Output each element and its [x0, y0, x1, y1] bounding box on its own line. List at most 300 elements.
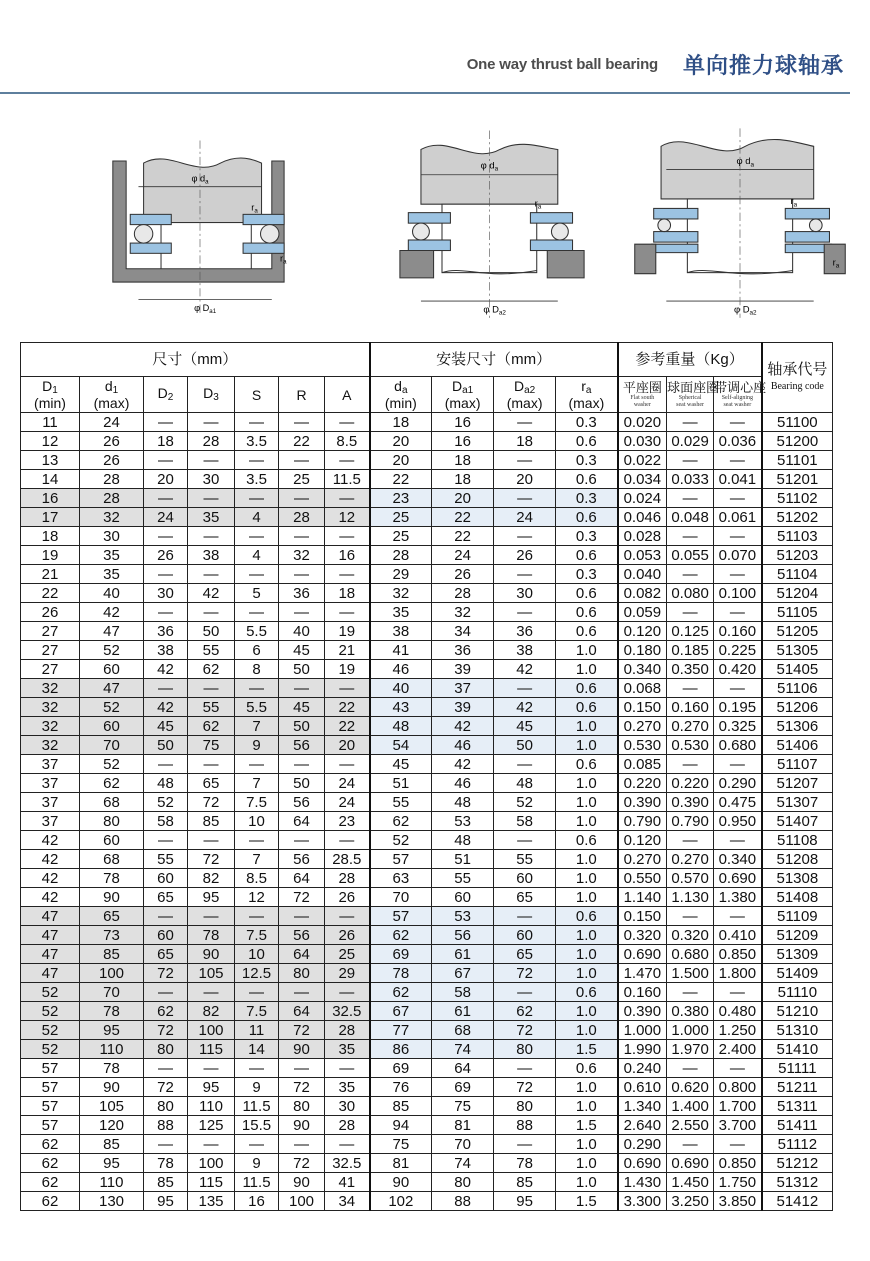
table-cell: 51 [370, 774, 432, 793]
table-row [21, 774, 833, 793]
table-cell: — [714, 451, 762, 470]
table-cell: 130 [80, 1192, 144, 1211]
table-cell: 1.0 [556, 660, 618, 679]
table-cell: 1.0 [556, 888, 618, 907]
table-cell: 35 [325, 1040, 370, 1059]
table-cell: 0.053 [618, 546, 667, 565]
table-cell: 30 [494, 584, 556, 603]
table-cell: 26 [80, 432, 144, 451]
table-cell: 55 [494, 850, 556, 869]
table-cell: — [714, 679, 762, 698]
page-header [0, 0, 850, 95]
table-cell: — [667, 1135, 714, 1154]
table-cell: 51101 [762, 451, 833, 470]
table-cell: 36 [432, 641, 494, 660]
table-cell: 3.700 [714, 1116, 762, 1135]
table-cell: 47 [21, 926, 80, 945]
table-cell: 0.790 [667, 812, 714, 831]
table-cell: 0.420 [714, 660, 762, 679]
table-cell: 60 [80, 717, 144, 736]
table-cell: 0.340 [714, 850, 762, 869]
table-cell: 24 [80, 413, 144, 432]
table-cell: 1.0 [556, 1173, 618, 1192]
table-cell: — [144, 1135, 188, 1154]
table-cell: 61 [432, 945, 494, 964]
table-cell: 51107 [762, 755, 833, 774]
table-cell: 0.530 [667, 736, 714, 755]
table-cell: 51206 [762, 698, 833, 717]
table-cell: 40 [279, 622, 325, 641]
table-cell: 95 [80, 1154, 144, 1173]
table-cell: — [279, 489, 325, 508]
table-cell: 0.100 [714, 584, 762, 603]
table-row [21, 869, 833, 888]
table-cell: 115 [188, 1173, 235, 1192]
table-cell: 22 [325, 698, 370, 717]
table-cell: 11.5 [235, 1173, 279, 1192]
table-row [21, 812, 833, 831]
table-cell: — [325, 831, 370, 850]
table-cell: 21 [325, 641, 370, 660]
table-cell: 60 [494, 869, 556, 888]
table-cell: 28 [370, 546, 432, 565]
table-cell: 19 [325, 660, 370, 679]
table-cell: 51111 [762, 1059, 833, 1078]
table-cell: 1.400 [667, 1097, 714, 1116]
table-cell: 13 [21, 451, 80, 470]
table-cell: 52 [494, 793, 556, 812]
table-cell: 51204 [762, 584, 833, 603]
table-cell: — [494, 755, 556, 774]
table-cell: 36 [279, 584, 325, 603]
table-cell: 0.185 [667, 641, 714, 660]
table-cell: 0.690 [618, 945, 667, 964]
table-cell: 48 [370, 717, 432, 736]
table-cell: 0.6 [556, 508, 618, 527]
table-cell: 95 [80, 1021, 144, 1040]
table-cell: 78 [80, 869, 144, 888]
table-row [21, 432, 833, 451]
table-cell: — [325, 565, 370, 584]
table-cell: — [144, 679, 188, 698]
table-cell: 52 [144, 793, 188, 812]
table-cell: 40 [80, 584, 144, 603]
table-cell: 1.5 [556, 1192, 618, 1211]
table-row [21, 413, 833, 432]
table-cell: 1.5 [556, 1040, 618, 1059]
table-cell: 0.024 [618, 489, 667, 508]
table-cell: 0.270 [667, 717, 714, 736]
table-cell: — [325, 489, 370, 508]
table-cell: — [235, 831, 279, 850]
table-cell: 0.120 [618, 622, 667, 641]
table-cell: 36 [144, 622, 188, 641]
table-cell: 29 [370, 565, 432, 584]
table-cell: 63 [370, 869, 432, 888]
table-cell: 80 [494, 1097, 556, 1116]
table-cell: 65 [188, 774, 235, 793]
table-cell: 0.290 [618, 1135, 667, 1154]
table-cell: 45 [279, 698, 325, 717]
table-cell: — [188, 983, 235, 1002]
table-cell: — [325, 679, 370, 698]
table-cell: 86 [370, 1040, 432, 1059]
table-cell: — [667, 1059, 714, 1078]
table-cell: 48 [432, 831, 494, 850]
col-Da2: $D_{a2}$ (max) [494, 377, 556, 413]
table-cell: — [714, 565, 762, 584]
table-cell: 61 [432, 1002, 494, 1021]
table-cell: 72 [144, 1021, 188, 1040]
table-cell: 48 [432, 793, 494, 812]
table-cell: 0.3 [556, 565, 618, 584]
table-cell: 12 [325, 508, 370, 527]
table-cell: 2.400 [714, 1040, 762, 1059]
table-cell: 28 [325, 869, 370, 888]
header-mounting: 安装尺寸（mm） [370, 343, 618, 377]
table-cell: 32 [21, 698, 80, 717]
table-cell: 8.5 [235, 869, 279, 888]
table-cell: 78 [80, 1002, 144, 1021]
table-cell: 9 [235, 1154, 279, 1173]
table-cell: 51112 [762, 1135, 833, 1154]
table-cell: 0.125 [667, 622, 714, 641]
table-cell: — [325, 1135, 370, 1154]
table-cell: — [188, 679, 235, 698]
table-cell: 7.5 [235, 926, 279, 945]
table-cell: 82 [188, 1002, 235, 1021]
table-cell: 50 [279, 660, 325, 679]
table-cell: 20 [325, 736, 370, 755]
table-cell: 22 [432, 527, 494, 546]
table-cell: 0.270 [618, 717, 667, 736]
table-cell: — [494, 1059, 556, 1078]
table-cell: 0.3 [556, 451, 618, 470]
table-cell: — [714, 831, 762, 850]
table-cell: 27 [21, 641, 80, 660]
table-cell: — [279, 907, 325, 926]
table-cell: 45 [144, 717, 188, 736]
table-cell: 0.150 [618, 698, 667, 717]
table-cell: 51103 [762, 527, 833, 546]
table-cell: 56 [279, 793, 325, 812]
table-cell: 69 [370, 945, 432, 964]
title-english: One way thrust ball bearing [466, 56, 658, 73]
table-cell: 47 [80, 679, 144, 698]
table-cell: 8 [235, 660, 279, 679]
table-cell: 1.0 [556, 736, 618, 755]
table-row [21, 926, 833, 945]
table-cell: 70 [80, 736, 144, 755]
table-cell: 16 [325, 546, 370, 565]
table-cell: — [714, 755, 762, 774]
table-row [21, 603, 833, 622]
table-cell: — [714, 1059, 762, 1078]
table-cell: 115 [188, 1040, 235, 1059]
table-cell: — [714, 527, 762, 546]
table-cell: 51201 [762, 470, 833, 489]
table-cell: 1.380 [714, 888, 762, 907]
table-cell: 5 [235, 584, 279, 603]
table-cell: 1.0 [556, 1021, 618, 1040]
table-cell: 42 [21, 831, 80, 850]
table-cell: 35 [80, 546, 144, 565]
table-cell: 1.450 [667, 1173, 714, 1192]
table-cell: 52 [370, 831, 432, 850]
table-cell: 55 [188, 698, 235, 717]
table-cell: — [667, 983, 714, 1002]
table-cell: 32.5 [325, 1002, 370, 1021]
table-cell: — [494, 679, 556, 698]
table-cell: 67 [370, 1002, 432, 1021]
table-cell: 0.390 [618, 1002, 667, 1021]
table-cell: — [144, 413, 188, 432]
table-cell: — [144, 527, 188, 546]
table-cell: 37 [21, 755, 80, 774]
table-cell: 1.470 [618, 964, 667, 983]
table-cell: 0.085 [618, 755, 667, 774]
table-cell: 1.0 [556, 1154, 618, 1173]
table-cell: 75 [432, 1097, 494, 1116]
table-cell: 70 [432, 1135, 494, 1154]
table-cell: 1.0 [556, 869, 618, 888]
header-rule [0, 92, 850, 94]
table-cell: 18 [325, 584, 370, 603]
table-cell: 17 [21, 508, 80, 527]
table-cell: 85 [494, 1173, 556, 1192]
table-cell: 27 [21, 622, 80, 641]
table-cell: — [188, 451, 235, 470]
table-cell: 22 [325, 717, 370, 736]
table-cell: 46 [432, 774, 494, 793]
table-row [21, 717, 833, 736]
table-cell: 25 [370, 527, 432, 546]
table-cell: 72 [494, 1078, 556, 1097]
table-cell: 23 [370, 489, 432, 508]
table-cell: 42 [144, 660, 188, 679]
table-cell: — [279, 983, 325, 1002]
table-cell: — [188, 1059, 235, 1078]
table-cell: 3.5 [235, 470, 279, 489]
table-cell: — [279, 1135, 325, 1154]
table-cell: 0.030 [618, 432, 667, 451]
table-body [21, 413, 833, 1211]
table-cell: 80 [494, 1040, 556, 1059]
table-cell: 8.5 [325, 432, 370, 451]
table-cell: 0.061 [714, 508, 762, 527]
table-cell: — [494, 527, 556, 546]
table-cell: 1.0 [556, 926, 618, 945]
table-cell: 16 [235, 1192, 279, 1211]
table-cell: 51305 [762, 641, 833, 660]
table-cell: 22 [279, 432, 325, 451]
table-cell: 102 [370, 1192, 432, 1211]
table-row [21, 1192, 833, 1211]
table-cell: — [235, 679, 279, 698]
table-cell: 0.950 [714, 812, 762, 831]
col-A: A [325, 377, 370, 413]
table-row [21, 983, 833, 1002]
table-cell: 19 [21, 546, 80, 565]
table-cell: — [144, 1059, 188, 1078]
table-cell: 51407 [762, 812, 833, 831]
table-row [21, 451, 833, 470]
table-cell: — [714, 1135, 762, 1154]
table-cell: 46 [432, 736, 494, 755]
table-cell: 51200 [762, 432, 833, 451]
table-cell: 1.5 [556, 1116, 618, 1135]
table-row [21, 1002, 833, 1021]
table-cell: 27 [21, 660, 80, 679]
table-cell: 1.800 [714, 964, 762, 983]
table-cell: 47 [21, 907, 80, 926]
label-phi-da: φ $d_a$ [191, 173, 209, 186]
table-cell: 51312 [762, 1173, 833, 1192]
table-cell: 0.068 [618, 679, 667, 698]
table-cell: — [235, 565, 279, 584]
table-cell: 51212 [762, 1154, 833, 1173]
table-cell: — [325, 755, 370, 774]
table-cell: 0.620 [667, 1078, 714, 1097]
table-cell: 100 [80, 964, 144, 983]
table-cell: — [279, 603, 325, 622]
table-cell: — [325, 413, 370, 432]
table-cell: 0.480 [714, 1002, 762, 1021]
table-cell: 80 [432, 1173, 494, 1192]
table-cell: — [494, 983, 556, 1002]
table-cell: 51208 [762, 850, 833, 869]
table-cell: 0.530 [618, 736, 667, 755]
table-cell: 42 [21, 888, 80, 907]
table-cell: 51307 [762, 793, 833, 812]
table-cell: 0.610 [618, 1078, 667, 1097]
table-cell: 0.475 [714, 793, 762, 812]
table-cell: — [667, 831, 714, 850]
table-cell: 0.290 [714, 774, 762, 793]
table-cell: 0.6 [556, 698, 618, 717]
table-cell: — [325, 983, 370, 1002]
table-cell: 51311 [762, 1097, 833, 1116]
table-cell: — [494, 1135, 556, 1154]
table-cell: 30 [325, 1097, 370, 1116]
table-cell: — [144, 907, 188, 926]
table-cell: 85 [80, 1135, 144, 1154]
table-cell: 70 [80, 983, 144, 1002]
label-phi-da: φ $d_a$ [736, 156, 755, 169]
table-cell: 41 [325, 1173, 370, 1192]
table-cell: 0.270 [667, 850, 714, 869]
table-cell: 0.390 [667, 793, 714, 812]
table-cell: 0.410 [714, 926, 762, 945]
table-cell: 62 [188, 717, 235, 736]
table-cell: 1.0 [556, 1078, 618, 1097]
table-cell: 75 [370, 1135, 432, 1154]
table-cell: 0.041 [714, 470, 762, 489]
table-cell: 43 [370, 698, 432, 717]
table-cell: 21 [21, 565, 80, 584]
table-cell: 0.6 [556, 470, 618, 489]
table-cell: 51306 [762, 717, 833, 736]
table-cell: 85 [80, 945, 144, 964]
table-cell: 22 [21, 584, 80, 603]
table-cell: 1.0 [556, 850, 618, 869]
table-cell: 0.080 [667, 584, 714, 603]
table-cell: — [188, 1135, 235, 1154]
col-ra: $r_a$ (max) [556, 377, 618, 413]
table-cell: 95 [144, 1192, 188, 1211]
table-cell: 20 [494, 470, 556, 489]
table-cell: 0.790 [618, 812, 667, 831]
table-cell: — [188, 831, 235, 850]
table-cell: 72 [279, 888, 325, 907]
table-cell: 7.5 [235, 1002, 279, 1021]
table-cell: — [235, 755, 279, 774]
table-cell: 18 [21, 527, 80, 546]
table-cell: 0.160 [618, 983, 667, 1002]
table-cell: 0.028 [618, 527, 667, 546]
table-cell: 85 [188, 812, 235, 831]
table-cell: 0.320 [667, 926, 714, 945]
table-cell: 70 [370, 888, 432, 907]
diagram-shaft-mounting [362, 120, 622, 320]
table-cell: — [667, 679, 714, 698]
table-cell: 0.3 [556, 413, 618, 432]
table-cell: 50 [188, 622, 235, 641]
table-cell: 60 [144, 926, 188, 945]
table-cell: — [667, 907, 714, 926]
table-cell: 78 [494, 1154, 556, 1173]
table-cell: — [279, 565, 325, 584]
table-cell: 26 [144, 546, 188, 565]
table-cell: 32 [21, 736, 80, 755]
table-cell: — [325, 527, 370, 546]
table-cell: 77 [370, 1021, 432, 1040]
table-cell: 68 [80, 793, 144, 812]
table-cell: 25 [279, 470, 325, 489]
table-cell: 56 [279, 926, 325, 945]
table-cell: 47 [80, 622, 144, 641]
table-cell: 1.0 [556, 1002, 618, 1021]
table-cell: — [325, 603, 370, 622]
table-cell: 51308 [762, 869, 833, 888]
table-cell: — [667, 755, 714, 774]
table-cell: — [235, 451, 279, 470]
table-cell: 55 [144, 850, 188, 869]
table-cell: 95 [188, 888, 235, 907]
table-cell: 14 [235, 1040, 279, 1059]
table-cell: 48 [494, 774, 556, 793]
table-cell: 24 [325, 793, 370, 812]
table-cell: 30 [80, 527, 144, 546]
table-cell: 0.570 [667, 869, 714, 888]
table-cell: — [188, 489, 235, 508]
table-cell: — [325, 1059, 370, 1078]
table-cell: — [667, 451, 714, 470]
table-cell: 0.070 [714, 546, 762, 565]
table-cell: 65 [494, 888, 556, 907]
diagram-housing-mounting [70, 120, 330, 320]
table-cell: 25 [370, 508, 432, 527]
table-row [21, 1059, 833, 1078]
table-cell: 51109 [762, 907, 833, 926]
table-cell: 1.250 [714, 1021, 762, 1040]
label-ra-top: $r_a$ [534, 198, 542, 211]
table-cell: 18 [144, 432, 188, 451]
table-cell: 35 [370, 603, 432, 622]
table-cell: 1.970 [667, 1040, 714, 1059]
table-cell: — [494, 565, 556, 584]
table-cell: 38 [370, 622, 432, 641]
